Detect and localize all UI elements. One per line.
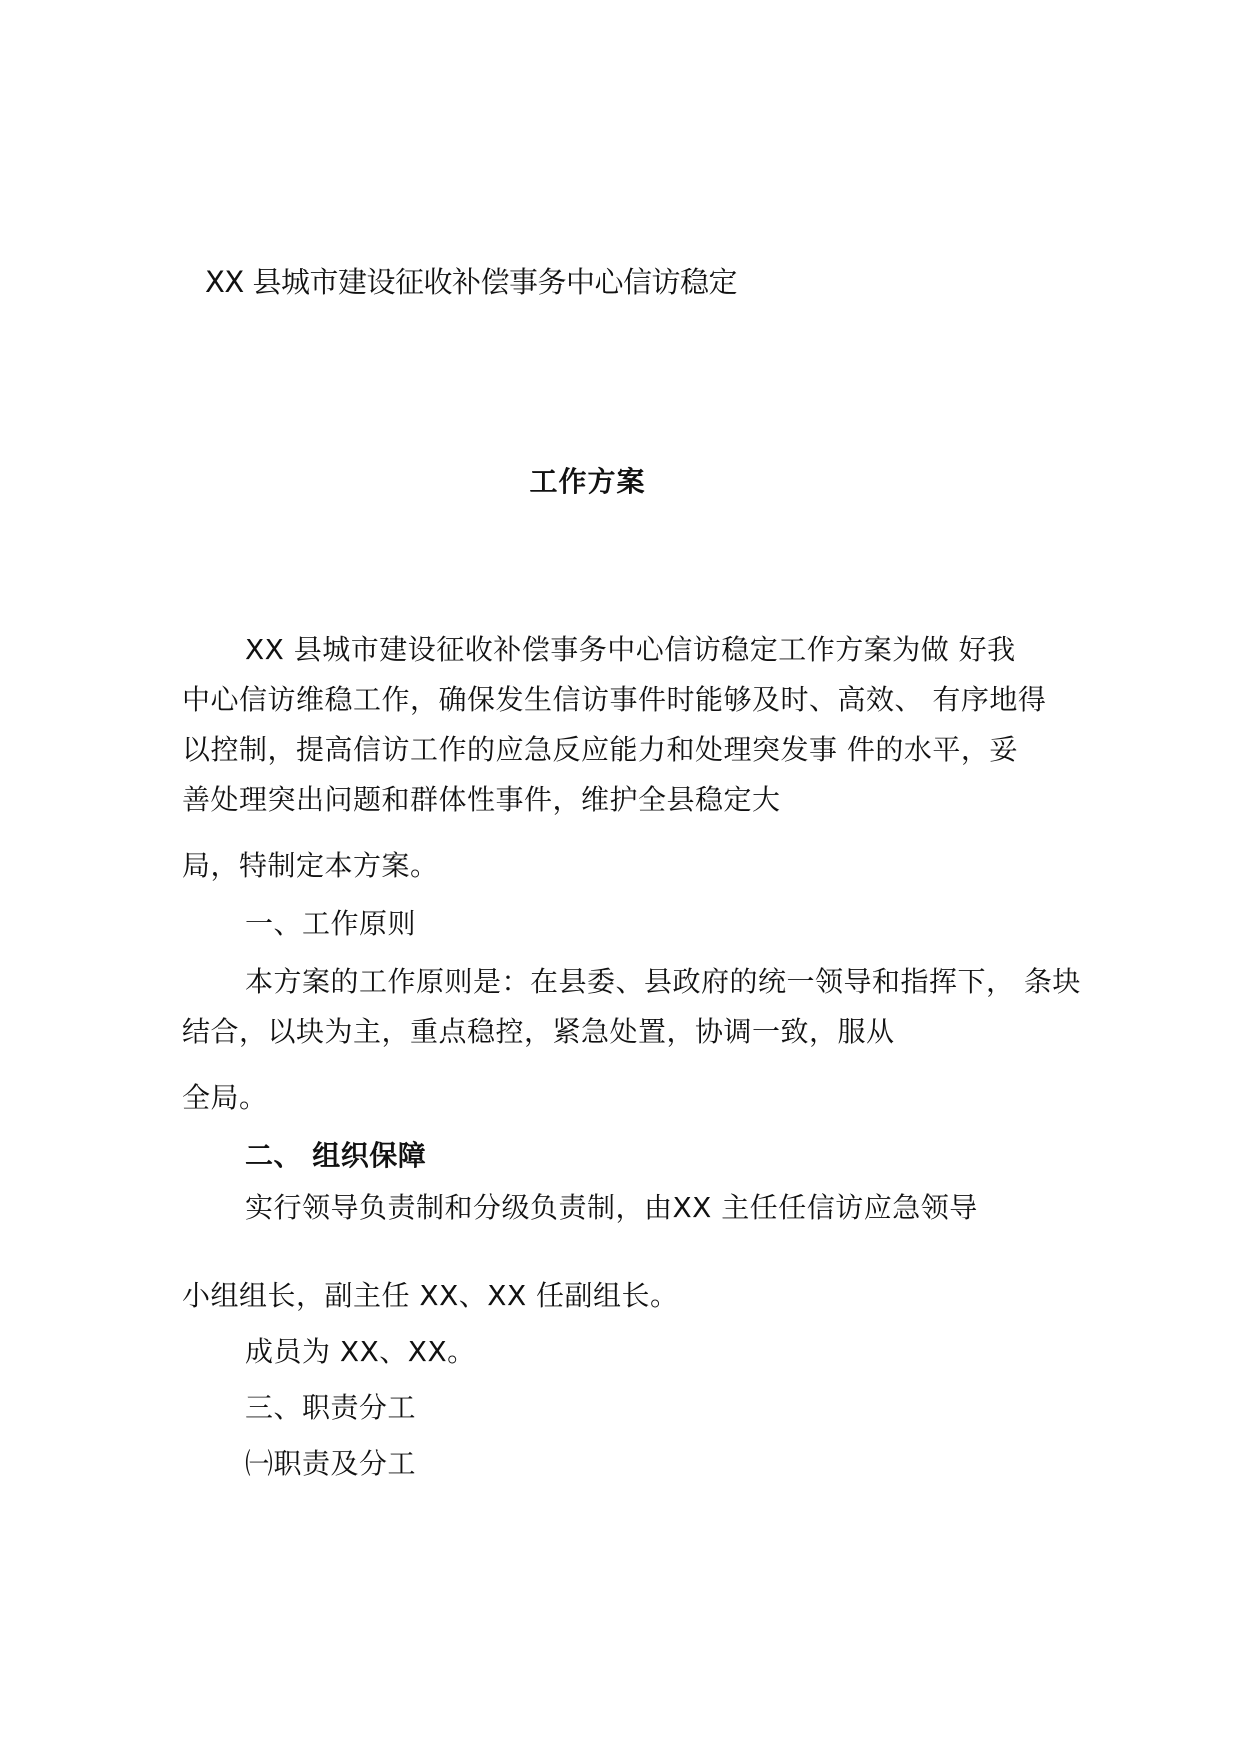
paragraph-line-4: 善处理突出问题和群体性事件，维护全县稳定大 [182,783,781,816]
paragraph-line-1: XX 县城市建设征收补偿事务中心信访稳定工作方案为做 好我 [245,633,1016,666]
section-heading-3: 三、职责分工 [245,1391,417,1424]
document-title: XX 县城市建设征收补偿事务中心信访稳定 [205,265,737,299]
section-heading-2: 二、 组织保障 [245,1139,427,1172]
paragraph-line-2: 中心信访维稳工作，确保发生信访事件时能够及时、高效、 有序地得 [182,683,1047,716]
paragraph-line-6: 本方案的工作原则是：在县委、县政府的统一领导和指挥下， 条块 [245,965,1081,998]
paragraph-line-8: 全局。 [182,1081,268,1114]
paragraph-line-3: 以控制，提高信访工作的应急反应能力和处理突发事 件的水平，妥 [182,733,1018,766]
document-subtitle: 工作方案 [529,465,646,498]
paragraph-line-5: 局，特制定本方案。 [182,849,439,882]
section-heading-1: 一、工作原则 [245,907,417,940]
paragraph-line-11: 成员为 XX、XX。 [245,1335,476,1368]
paragraph-line-9: 实行领导负责制和分级负责制，由XX 主任任信访应急领导 [245,1191,978,1224]
paragraph-line-7: 结合，以块为主，重点稳控，紧急处置，协调一致，服从 [182,1015,895,1048]
subsection-heading-1: ㈠职责及分工 [245,1447,417,1480]
paragraph-line-10: 小组组长，副主任 XX、XX 任副组长。 [182,1279,679,1312]
